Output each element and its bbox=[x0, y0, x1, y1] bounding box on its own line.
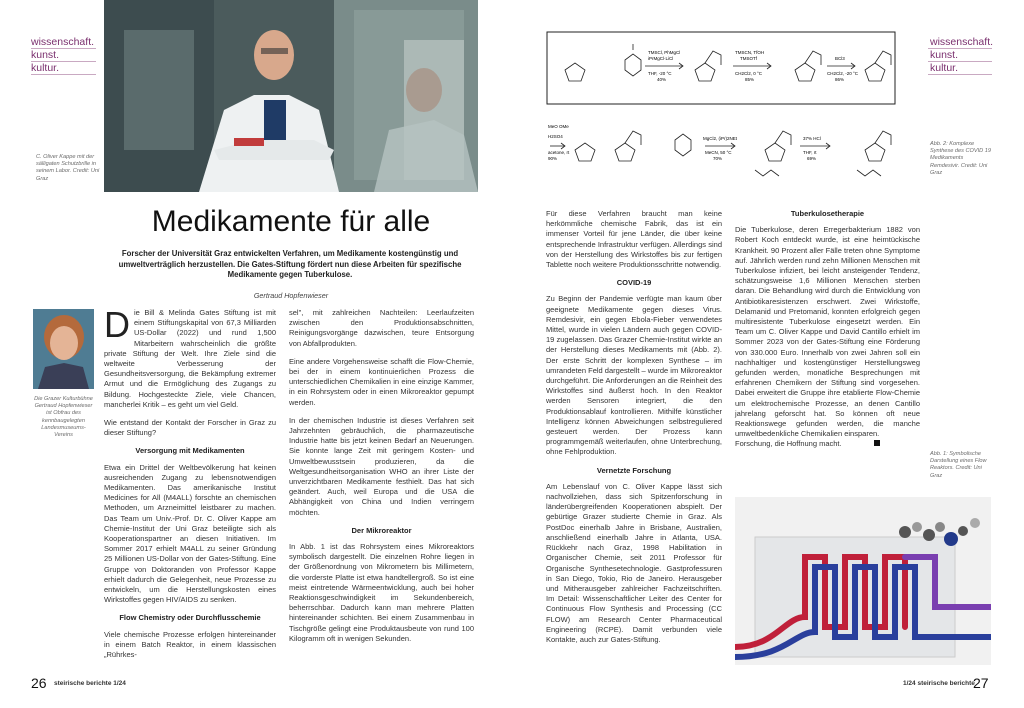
col4-paragraph-1: Die Tuberkulose, deren Erregerbakterium 1882 von Robert Koch entdeckt wurde, ist eine heimtückische Krankheit. 90 Prozent aller Fälle treten ohne Symptome auf. Jährlich werden rund zehn Millionen Menschen mit Tuberkulose infiziert, bei leicht ansteigender Tendenz, schätzungsweise 1,6 Millionen Menschen sterben daran. Die Behandlung wird durch die Entwicklung von Antibiotikaresistenzen erschwert. Zwei Wirkstoffe, Delamanid und Pretomanid, konnten erfolgreich gegen multiresistente Tuberkulose eingesetzt werden. Ein Team um C. Oliver Kappe und David Cantillo erhielt im Sommer 2023 von der Gates-Stiftung eine Förderung von 330.000 Euro. Innerhalb von zwei Jahren soll ein nachhaltiger und kostengünstiger Herstellungsweg gefunden werden, monatliche Besprechungen mit erfahrenen Chemikern der Stiftung sind vorgesehen. Dabei erweitert die Gruppe ihre etablierte Flow-Chemie um elektrochemische Prozesse, an denen Cantillo jahrelang geforscht hat. So können oft neue Reaktionswege gefunden werden, die manche umweltbedenkliche Chemikalien einsparen. bbox=[735, 225, 920, 439]
col1-paragraph-1: Die Bill & Melinda Gates Stiftung ist mit einem Stiftungskapital von 67,3 Milliarden US-Dollar (2022) und rund 1,500 Mitarbeitern wahrscheinlich die größte private Stiftung der Welt. Ihre Ziele sind die weltweite Verbesserung der Gesundheitsversorgung, die Bekämpfung extremer Armut und die Ermöglichung des Zugangs zu Bildung. Hochgesteckte Ziele, viele Chancen, mancherlei Kritik – es geht um viel Geld. bbox=[104, 304, 276, 409]
col3-paragraph-2: Zu Beginn der Pandemie verfügte man kaum über geeignete Medikamente gegen dieses Virus. Remdesivir, ein gegen Ebola-Fieber verwendetes Mittel, wurde in vielen Ländern auch gegen COVID-19 zugelassen. Das Grazer Chemie-Institut wirkte an der Herstellung dieses Medikaments mit (Abb. 2). Der erste Schritt der komplexen Synthese – im umrandeten Feld dargestellt – wurde im Mikroreaktor durchgeführt. Die Anforderungen an die Reinheit des Wirkstoffes sind äußerst hoch. In den Reaktor werden Sensoren integriert, die den Produktionsablauf kontrollieren. Mithilfe künstlicher Intelligenz können Abweichungen selbstreguliered gesteuert werden. Der Prozess kann programmgemäß weiterlaufen, ohne Unterbrechung, ohne Fehlproduktion. bbox=[546, 294, 722, 457]
dropcap: D bbox=[104, 304, 130, 345]
col1-paragraph-3: Etwa ein Drittel der Weltbevölkerung hat keinen ausreichenden Zugang zu lebensnotwendigen Medikamenten. Das amerikanische Institut Medicines for All (M4ALL) forschte an chemischen Methoden, um Arzneimittel leistbarer zu machen. Das Team um Univ.-Prof. Dr. C. Oliver Kappe am Chemie-Institut der Uni Graz beteiligte sich als Kooperationspartner an diesen Initiativen. Im Sommer 2017 erhielt M4ALL zu seiner Gründung 25 Millionen US-Dollar von der Gates-Stiftung. Eine Gruppe von Doktoranden von Professor Kappe erhielt dadurch die Gelegenheit, neue Prozesse zu entwickeln, um die Herstellungskosten eines Wirkstoffes gegen HIV/AIDS zu senken. bbox=[104, 462, 276, 605]
section-rule-right-2 bbox=[928, 61, 992, 62]
lead-paragraph: Forscher der Universität Graz entwickelten Verfahren, um Medikamente kostengünstig und umweltverträglich herzustellen. Die Gates-Stiftung fördert nun diese Arbeiten für spezifische Medikamente gegen Tuberkulose. bbox=[118, 249, 462, 279]
reagent-5c: MeCN, 50 °C bbox=[705, 150, 732, 155]
reagent-6c: THF, rt bbox=[803, 150, 817, 155]
col1-paragraph-2: Wie entstand der Kontakt der Forscher in Graz zu dieser Stiftung? bbox=[104, 418, 276, 438]
reagent-2b: TMSOTf bbox=[740, 56, 757, 61]
yield-4: 90% bbox=[548, 156, 558, 161]
reagent-4c: acetone, rt bbox=[548, 150, 570, 155]
section-rule-left-1 bbox=[31, 48, 96, 49]
page-number-left: 26 bbox=[31, 675, 47, 691]
column-4 bbox=[735, 209, 920, 458]
column-1 bbox=[104, 304, 276, 668]
yield-5: 70% bbox=[713, 156, 723, 161]
yield-6: 69% bbox=[807, 156, 817, 161]
col2-paragraph-2: Eine andere Vorgehensweise schafft die Flow-Chemie, bei der in einem kontinuierlichen Prozess die unterschiedlichen Chemikalien in eine einzige Kammer, in ein Rohrsystem oder in einen Mikroreaktor gepumpt werden. bbox=[289, 356, 474, 407]
section-rule-right-1 bbox=[928, 48, 992, 49]
remdesivir-synthesis-figure bbox=[545, 30, 900, 200]
yield-3: 86% bbox=[835, 77, 845, 82]
col3-paragraph-1: Für diese Verfahren braucht man keine herkömmliche chemische Fabrik, das ist ein immenser Vorteil für jene Länder, die über keine entsprechende Infrastruktur verfügen. Allerdings sind von der Herstellung des Wirkstoffes bis zur fertigen Tablette noch weitere Produktionsschritte notwendig. bbox=[546, 209, 722, 270]
flow-reactor-illustration bbox=[735, 497, 991, 665]
subhead-tuberkulose: Tuberkulosetherapie bbox=[790, 209, 865, 218]
section-label-line-2: kunst. bbox=[31, 49, 60, 61]
section-label-left bbox=[31, 36, 94, 75]
subhead-versorgung: Versorgung mit Medikamenten bbox=[135, 446, 245, 456]
section-rule-right-3 bbox=[928, 74, 992, 75]
reagent-6: 37% HCl bbox=[803, 136, 821, 141]
reagent-1: TMSCl, PhMgCl bbox=[648, 50, 681, 55]
section-label-line-3: kultur. bbox=[31, 62, 60, 74]
synthesis-scheme-svg bbox=[545, 30, 900, 200]
reagent-2c: CH2Cl2, 0 °C bbox=[735, 71, 763, 76]
section-label-right-line-3: kultur. bbox=[930, 62, 959, 74]
reagent-3: BCl3 bbox=[835, 56, 845, 61]
col1-paragraph-4: Viele chemische Prozesse erfolgen hintereinander in einem Batch Reaktor, in einem klassischen „Rührkes- bbox=[104, 629, 276, 660]
col4-paragraph-2: Forschung, die Hoffnung macht. bbox=[735, 439, 920, 449]
section-label-line-1: wissenschaft. bbox=[31, 36, 95, 48]
subhead-covid: COVID-19 bbox=[616, 278, 652, 288]
col3-paragraph-3: Am Lebenslauf von C. Oliver Kappe lässt sich nachvollziehen, dass sich Spitzenforschung in länderübergreifenden Kooperationen abspielt. Der gebürtige Grazer studierte Chemie in Graz. Als PostDoc einerhalb Jahre in Brisbane, Australien, anschließend einerhalb Jahre in Atlanta, USA. Rückkehr nach Graz, 1998 Habilitation in Organischer Chemie, seit 2011 Professor für Organische Synthesetechnologie. Gastprofessuren in San Diego, Tokio, Rio de Janeiro. Herausgeber und Mitherausgeber zahlreicher Fachzeitschriften. Im Detail: Wissenschaftlicher Leiter des Center for Continuous Flow Synthesis and Processing (CC FLOW) am Research Center Pharmaceutical Engineering (RCPE). Damit verbunden viele Kontakte, auch zur Gates-Stiftung. bbox=[546, 481, 722, 644]
author: Gertraud Hopfenwieser bbox=[253, 291, 329, 300]
photo-caption-top: C. Oliver Kappe mit der sälligaten Schutzbrille in seinem Labor. Credit: Uni Graz bbox=[36, 154, 100, 182]
yield-2: 85% bbox=[745, 77, 755, 82]
reagent-4: MeO OMe bbox=[548, 124, 569, 129]
subhead-vernetzte-forschung: Vernetzte Forschung bbox=[596, 465, 672, 475]
reagent-2: TMSCN, TfOH bbox=[735, 50, 765, 55]
column-3 bbox=[546, 209, 722, 653]
headline: Medikamente für alle bbox=[151, 205, 431, 238]
portrait-caption: Die Grazer Kulturbühne Gertraud Hopfenwieser ist Obfrau des kennbaugelegten Landesmuseums-Vereins bbox=[34, 396, 93, 439]
reagent-1c: THF, -20 °C bbox=[648, 71, 672, 76]
section-label-right bbox=[930, 36, 993, 75]
reagent-5: MgCl2, (iPr)2NEt bbox=[703, 136, 738, 141]
section-label-right-line-2: kunst. bbox=[930, 49, 959, 61]
subhead-flow-chemistry: Flow Chemistry oder Durchflusschemie bbox=[119, 613, 261, 623]
section-rule-left-3 bbox=[31, 74, 96, 75]
fig2-caption: Abb. 2: Komplexe Synthese des COVID 19 Medikaments Remdesivir. Credit: Uni Graz bbox=[930, 141, 991, 176]
footer-label-right: 1/24 steirische berichte bbox=[903, 680, 975, 687]
fig1-caption: Abb. 1: Symbolische Darstellung eines Flow Reaktors. Credit: Uni Graz bbox=[930, 451, 987, 479]
reagent-3c: CH2Cl2, -20 °C bbox=[827, 71, 859, 76]
column-2 bbox=[289, 308, 474, 652]
col2-paragraph-4: In Abb. 1 ist das Rohrsystem eines Mikroreaktors symbolisch dargestellt. Die einzelnen Rohre liegen in der Größenordnung von Mikrometern bis Millimetern, die vorderste Platte ist etwa handtellergroß. So ist eine meist eintretende Wärmeentwicklung, auch bei hoher Reaktionsgeschwindigkeit im Sekundenbereich, beherrschbar. Dadurch kann man mehrere Platten hintereinander schichten. Bei einem Zusammenbau in Tischgröße gelingt eine Produktausbeute von rund 100 Kilogramm oft in wenigen Sekunden. bbox=[289, 542, 474, 643]
yield-1: 40% bbox=[657, 77, 667, 82]
reagent-4b: H2SO4 bbox=[548, 134, 563, 139]
section-rule-left-2 bbox=[31, 61, 96, 62]
end-mark bbox=[874, 440, 880, 446]
reagent-1b: iPrMgCl·LiCl bbox=[648, 56, 674, 61]
subhead-mikroreaktor: Der Mikroreaktor bbox=[351, 525, 412, 535]
kappe-lab-photo bbox=[104, 0, 478, 192]
col2-paragraph-3: In der chemischen Industrie ist dieses Verfahren seit Jahrzehnten gebräuchlich, die pharmazeutische Industrie hatte bis jetzt keinen Bedarf an Neuerungen. Sie konnte lange Zeit mit geringem Kosten- und Umweltbewusstsein produzieren, da die Weltgesundheitsorganisation WHO an ihrer Liste der unverzichtbaren Medikamente festhielt. Das hat sich geändert. Auch, weil Europa und die USA die Abhängigkeit von China und Indien verringern möchten. bbox=[289, 415, 474, 517]
col2-paragraph-1: sel", mit zahlreichen Nachteilen: Leerlaufzeiten zwischen den Produktionsabschnitten, Reinigungsvorgänge dazwischen, teure Entsorgung von Abfallprodukten. bbox=[289, 308, 474, 348]
footer-label-left: steirische berichte 1/24 bbox=[54, 680, 126, 687]
page-number-right: 27 bbox=[973, 675, 989, 691]
portrait-photo bbox=[33, 309, 94, 389]
section-label-right-line-1: wissenschaft. bbox=[930, 36, 994, 48]
